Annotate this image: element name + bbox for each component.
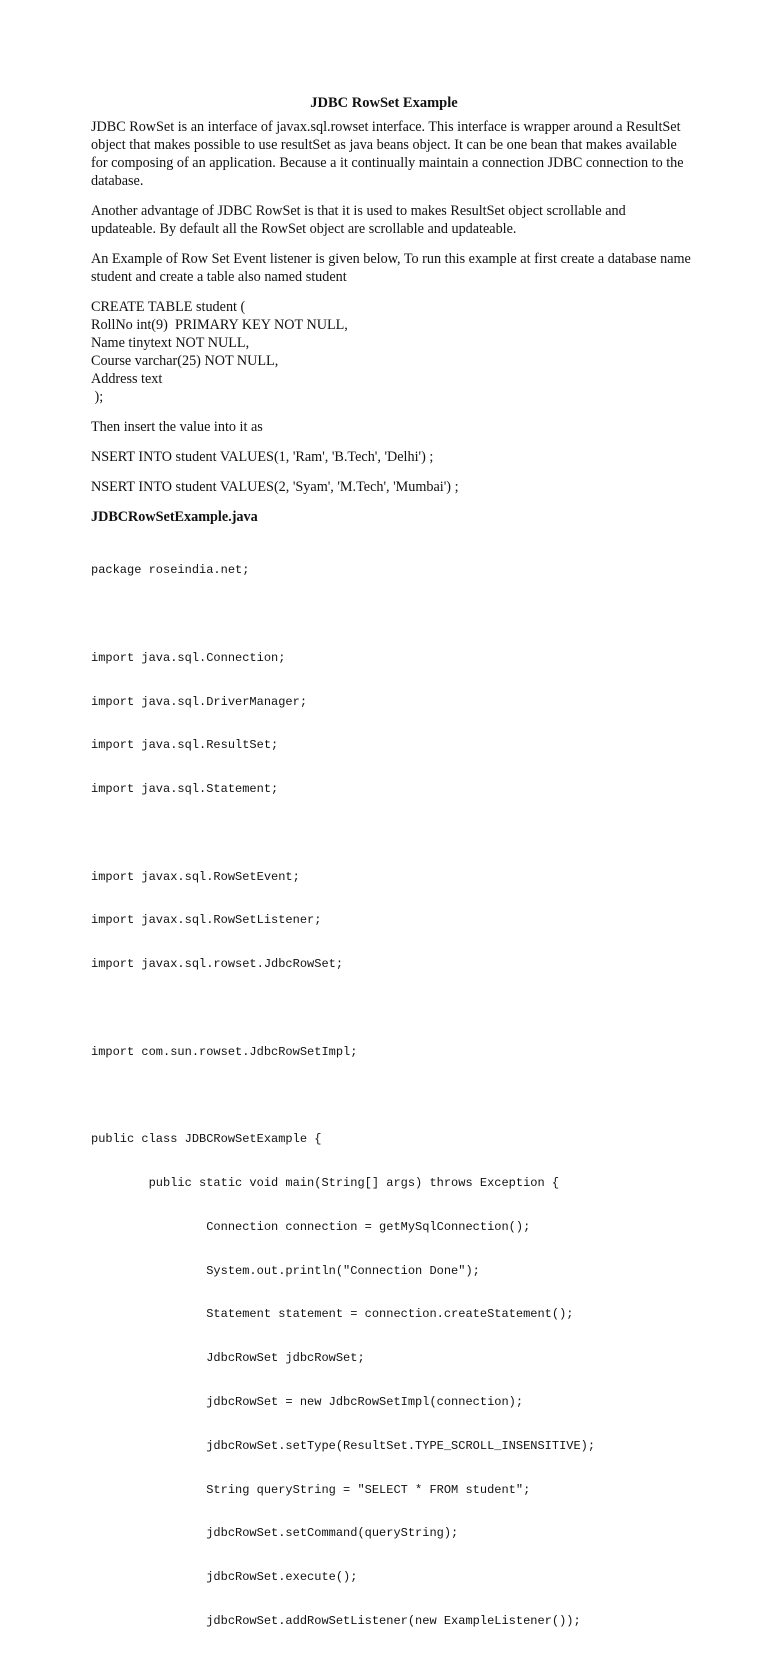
code-line: import java.sql.Statement; — [91, 782, 279, 797]
paragraph-example: An Example of Row Set Event listener is given below, To run this example at first create a database name student and create a table also named student — [91, 251, 695, 285]
insert-statement-1: NSERT INTO student VALUES(1, 'Ram', 'B.Tech', 'Delhi') ; — [91, 449, 434, 465]
sql-line: RollNo int(9) PRIMARY KEY NOT NULL, — [91, 317, 348, 333]
code-line: Connection connection = getMySqlConnection(); — [91, 1219, 531, 1234]
sql-line: CREATE TABLE student ( — [91, 299, 246, 315]
code-line: import com.sun.rowset.JdbcRowSetImpl; — [91, 1044, 358, 1059]
sql-line: Name tinytext NOT NULL, — [91, 335, 250, 351]
code-line — [91, 607, 711, 622]
code-line — [91, 1001, 711, 1016]
paragraph-advantage: Another advantage of JDBC RowSet is that it is used to makes ResultSet object scrollable and updateable. By default all the RowSet object are scrollable and updateable. — [91, 203, 630, 237]
code-filename-heading: JDBCRowSetExample.java — [91, 509, 258, 525]
code-line: jdbcRowSet.setType(ResultSet.TYPE_SCROLL_INSENSITIVE); — [91, 1438, 596, 1453]
code-line: import javax.sql.rowset.JdbcRowSet; — [91, 957, 344, 972]
code-line: import java.sql.ResultSet; — [91, 738, 279, 753]
code-line: import java.sql.Connection; — [91, 650, 286, 665]
code-line: System.out.println("Connection Done"); — [91, 1263, 480, 1278]
insert-statement-2: NSERT INTO student VALUES(2, 'Syam', 'M.Tech', 'Mumbai') ; — [91, 479, 459, 495]
code-line: jdbcRowSet.setCommand(queryString); — [91, 1526, 459, 1541]
code-line: package roseindia.net; — [91, 563, 250, 578]
code-line: import javax.sql.RowSetListener; — [91, 913, 322, 928]
page-title: JDBC RowSet Example — [310, 95, 458, 111]
code-line: String queryString = "SELECT * FROM student"; — [91, 1482, 531, 1497]
sql-line: ); — [91, 389, 104, 405]
code-line — [91, 1089, 711, 1104]
code-line: import javax.sql.RowSetEvent; — [91, 869, 300, 884]
code-line: jdbcRowSet = new JdbcRowSetImpl(connection); — [91, 1395, 524, 1410]
sql-create-table — [91, 298, 691, 406]
code-line: JdbcRowSet jdbcRowSet; — [91, 1351, 365, 1366]
code-line: Statement statement = connection.createStatement(); — [91, 1307, 574, 1322]
code-line: public static void main(String[] args) throws Exception { — [91, 1176, 560, 1191]
code-line: jdbcRowSet.addRowSetListener(new ExampleListener()); — [91, 1613, 581, 1628]
code-line — [91, 826, 711, 841]
code-line: import java.sql.DriverManager; — [91, 694, 308, 709]
java-code-block — [91, 534, 711, 1658]
paragraph-intro: JDBC RowSet is an interface of javax.sql.rowset interface. This interface is wrapper around a ResultSet object that makes possible to use resultSet as java beans object. It can be one bean that makes available for composing of an application. Because a it continually maintain a connection JDBC connection to the database. — [91, 119, 688, 189]
insert-intro: Then insert the value into it as — [91, 419, 263, 435]
document-body — [91, 118, 695, 538]
code-line: jdbcRowSet.execute(); — [91, 1570, 358, 1585]
sql-line: Address text — [91, 371, 163, 387]
sql-line: Course varchar(25) NOT NULL, — [91, 353, 279, 369]
code-line: public class JDBCRowSetExample { — [91, 1132, 322, 1147]
